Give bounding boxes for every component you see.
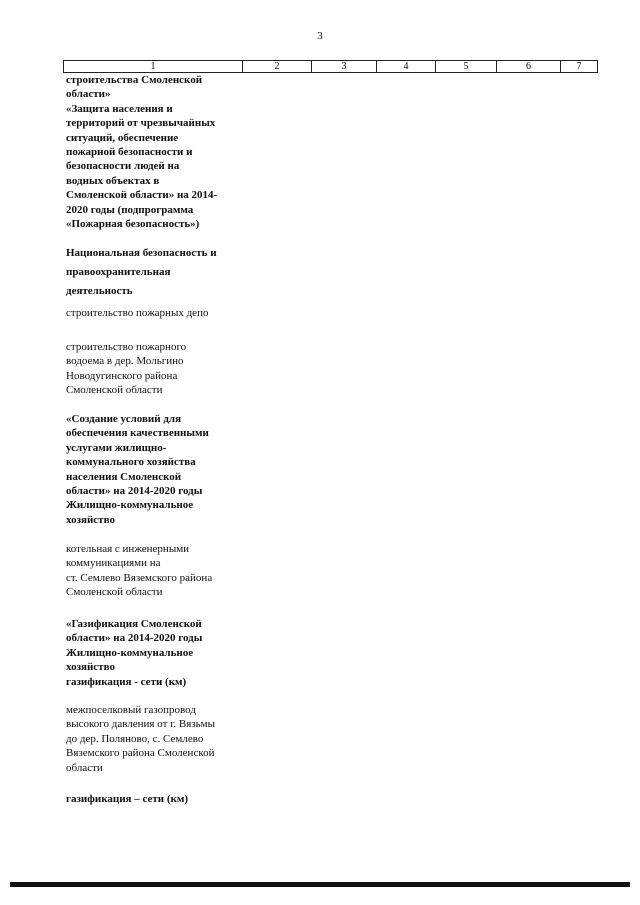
column-header-6: 6	[497, 61, 561, 73]
row-label: межпоселковый газопровод высокого давления от г. Вязьмы до дер. Поляново, с. Семлево Вяземского района Смоленской области	[66, 704, 216, 774]
column-header-3: 3	[312, 61, 377, 73]
row-label: строительства Смоленской области» «Защита населения и территорий от чрезвычайных ситуаций, обеспечение пожарной безопасности и безопасности людей на водных объектах в Смоленской области» на 2014- 2020 годы (подпрограмма «Пожарная безопасность»)	[66, 74, 218, 231]
row-label: строительство пожарного водоема в дер. Мольгино Новодугинского района Смоленской области	[66, 341, 187, 397]
row-label: котельная с инженерными коммуникациями на ст. Семлево Вяземского района Смоленской области	[66, 543, 213, 599]
column-header-5: 5	[436, 61, 497, 73]
row-label: Национальная безопасность и правоохранительная деятельность	[66, 247, 217, 297]
row-label: газификация – сети (км)	[66, 793, 189, 805]
bottom-rule	[10, 882, 630, 887]
row-label: газификация - сети (км)	[66, 676, 187, 688]
column-header-2: 2	[243, 61, 312, 73]
column-header-row	[63, 60, 598, 73]
column-header-4: 4	[377, 61, 436, 73]
row-label: «Газификация Смоленской области» на 2014-2020 годы Жилищно-коммунальное хозяйство	[66, 618, 203, 674]
row-label: «Создание условий для обеспечения качественными услугами жилищно- коммунального хозяйства населения Смоленской области» на 2014-2020 годы Жилищно-коммунальное хозяйство	[66, 413, 209, 526]
row-label: строительство пожарных депо	[66, 307, 209, 319]
column-header-7: 7	[561, 61, 598, 73]
page-number: 3	[317, 30, 323, 42]
column-header-1: 1	[64, 61, 243, 73]
